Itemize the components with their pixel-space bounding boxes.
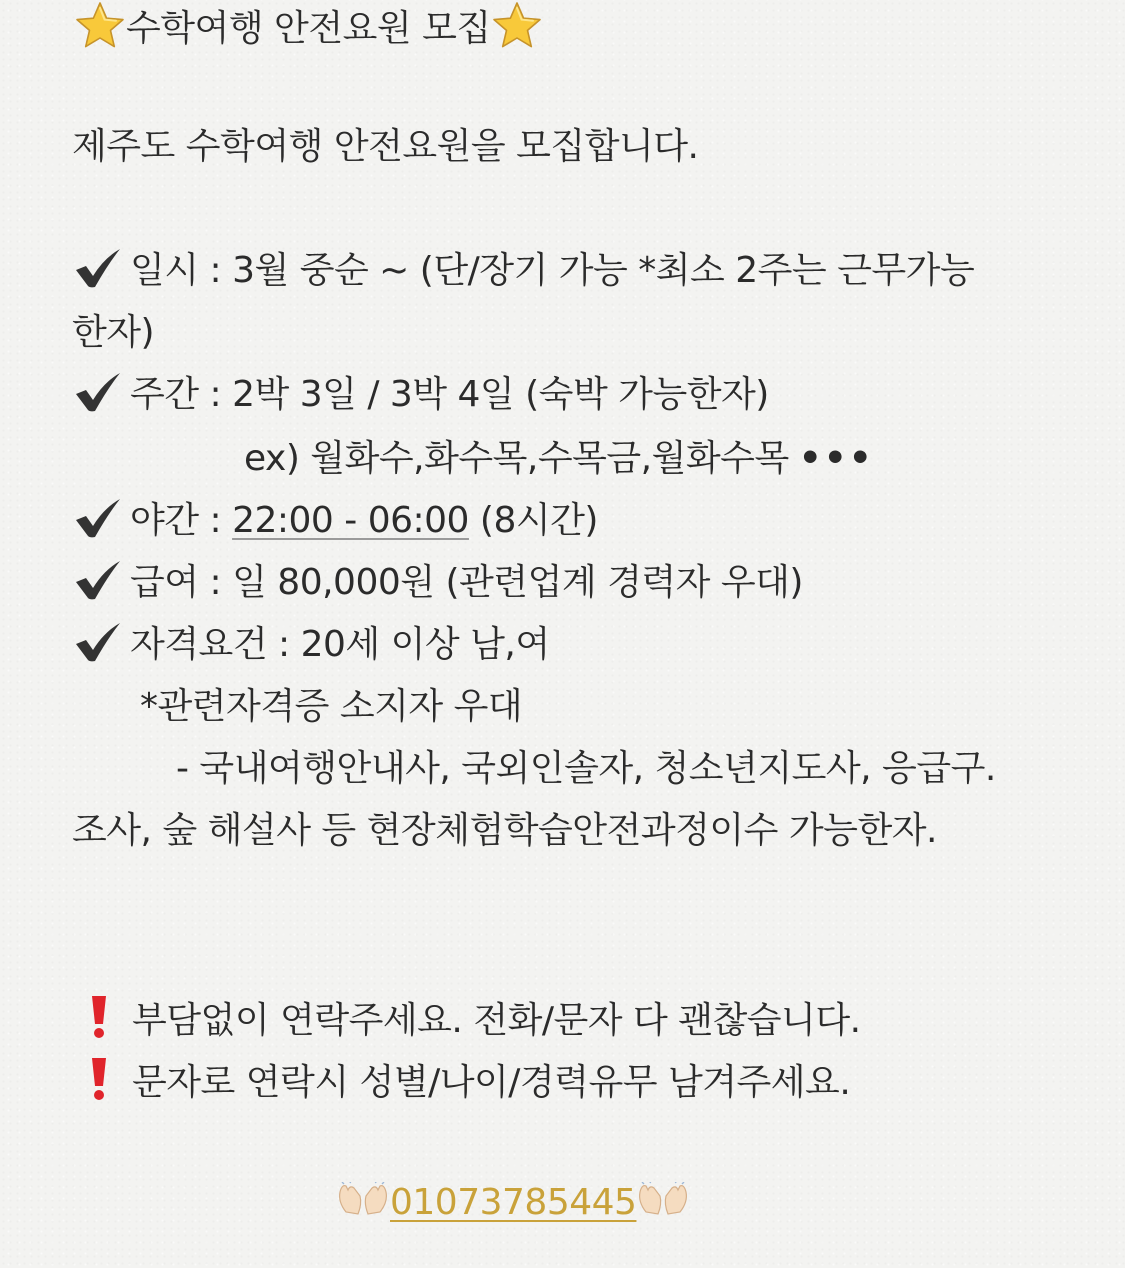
qualification-text: 자격요건 : 20세 이상 남,여 xyxy=(130,624,550,665)
item-night xyxy=(72,498,598,544)
open-hands-icon xyxy=(336,1182,390,1218)
item-date xyxy=(72,248,974,294)
notice-2 xyxy=(72,1056,850,1106)
item-weekly xyxy=(72,372,769,418)
date-text: 일시 : 3월 중순 ~ (단/장기 가능 *최소 2주는 근무가능 xyxy=(130,250,975,291)
night-label: 야간 : xyxy=(130,500,233,541)
night-time-link[interactable]: 22:00 - 06:00 xyxy=(232,500,469,541)
item-date-continued: 한자) xyxy=(72,312,155,353)
pay-text: 급여 : 일 80,000원 (관련업계 경력자 우대) xyxy=(130,562,803,603)
star-icon xyxy=(74,0,126,52)
note-title xyxy=(74,0,543,52)
weekly-text: 주간 : 2박 3일 / 3박 4일 (숙박 가능한자) xyxy=(130,374,769,415)
check-icon xyxy=(72,622,124,662)
check-icon xyxy=(72,560,124,600)
weekly-example-text: ex) 월화수,화수목,수목금,월화수목 xyxy=(244,438,789,479)
night-suffix: (8시간) xyxy=(468,500,598,541)
star-icon xyxy=(491,0,543,52)
item-qualification xyxy=(72,622,550,668)
open-hands-icon xyxy=(636,1182,690,1218)
more-dots: ••• xyxy=(798,438,874,479)
intro-line: 제주도 수학여행 안전요원을 모집합니다. xyxy=(72,126,699,167)
qualification-preference: *관련자격증 소지자 우대 xyxy=(140,686,523,727)
weekly-example xyxy=(244,436,874,482)
phone-number-link[interactable]: 01073785445 xyxy=(390,1182,637,1223)
title-text: 수학여행 안전요원 모집 xyxy=(126,8,491,49)
item-pay xyxy=(72,560,803,606)
qualification-list-1: - 국내여행안내사, 국외인솔자, 청소년지도사, 응급구. xyxy=(176,748,996,789)
exclamation-icon xyxy=(86,1056,112,1102)
qualification-list-2: 조사, 숲 해설사 등 현장체험학습안전과정이수 가능한자. xyxy=(72,810,937,851)
contact-line xyxy=(336,1180,690,1226)
check-icon xyxy=(72,498,124,538)
exclamation-icon xyxy=(86,994,112,1040)
check-icon xyxy=(72,248,124,288)
notice-2-text: 문자로 연락시 성별/나이/경력유무 남겨주세요. xyxy=(132,1062,851,1103)
notice-1-text: 부담없이 연락주세요. 전화/문자 다 괜찮습니다. xyxy=(132,1000,861,1041)
notice-1 xyxy=(72,994,861,1044)
check-icon xyxy=(72,372,124,412)
